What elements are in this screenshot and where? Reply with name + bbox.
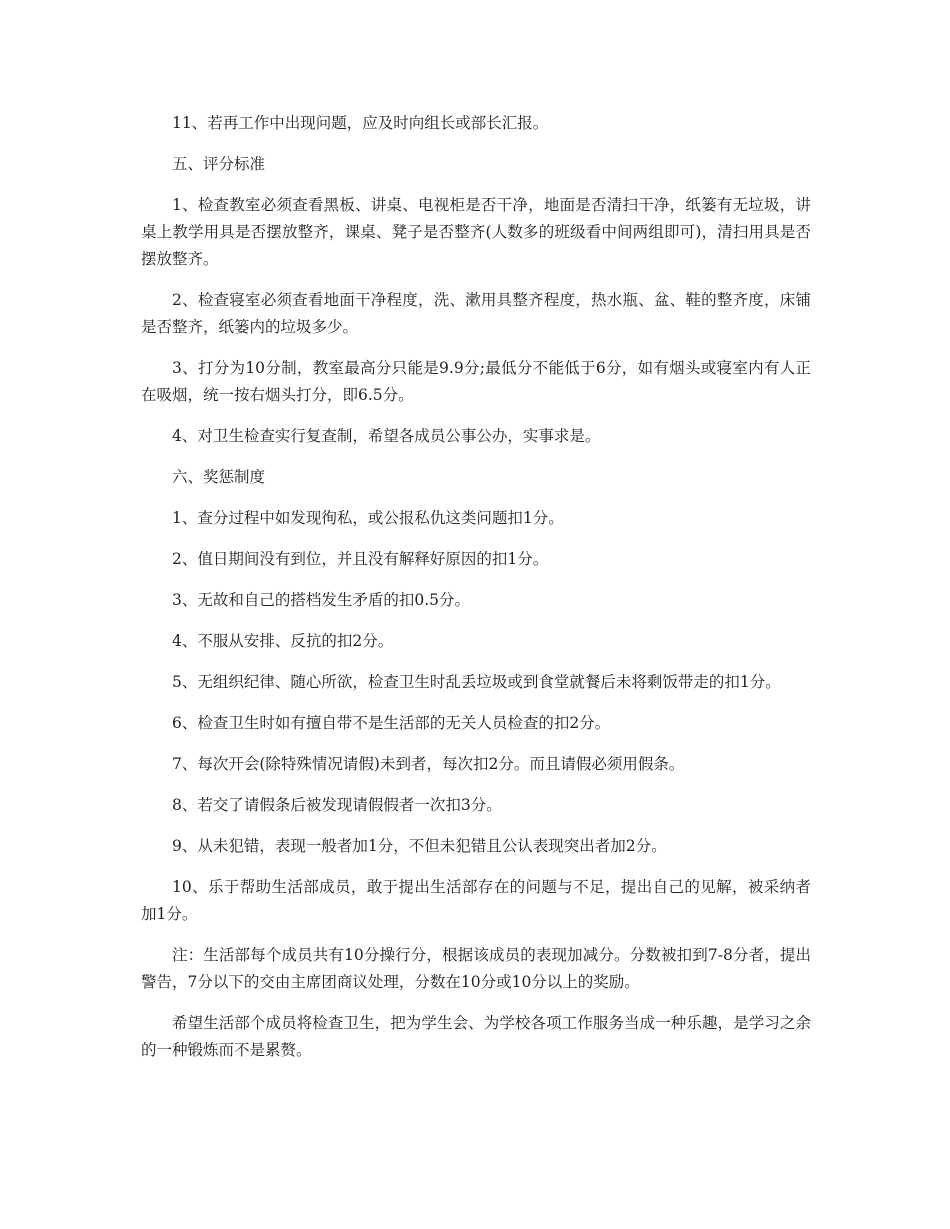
paragraph-rewards-1: 1、查分过程中如发现徇私，或公报私仇这类问题扣1分。 bbox=[172, 509, 564, 527]
paragraph-rewards-4: 4、不服从安排、反抗的扣2分。 bbox=[172, 632, 394, 650]
paragraph-rewards-2: 2、值日期间没有到位，并且没有解释好原因的扣1分。 bbox=[172, 550, 549, 568]
paragraph-rewards-7: 7、每次开会(除特殊情况请假)未到者，每次扣2分。而且请假必须用假条。 bbox=[172, 755, 685, 773]
paragraph-rewards-5: 5、无组织纪律、随心所欲，检查卫生时乱丢垃圾或到食堂就餐后未将剩饭带走的扣1分。 bbox=[172, 673, 781, 691]
paragraph-scoring-3: 3、打分为10分制，教室最高分只能是9.9分;最低分不能低于6分，如有烟头或寝室内有人正在吸烟，统一按右烟头打分，即6.5分。 bbox=[141, 359, 811, 404]
paragraph-scoring-4: 4、对卫生检查实行复查制，希望各成员公事公办，实事求是。 bbox=[172, 427, 601, 445]
paragraph-rewards-8: 8、若交了请假条后被发现请假假者一次扣3分。 bbox=[172, 796, 502, 814]
paragraph-closing: 希望生活部个成员将检查卫生，把为学生会、为学校各项工作服务当成一种乐趣，是学习之余的一种锻炼而不是累赘。 bbox=[141, 1014, 811, 1059]
section-heading-scoring: 五、评分标准 bbox=[172, 155, 266, 173]
paragraph-scoring-1: 1、检查教室必须查看黑板、讲桌、电视柜是否干净，地面是否清扫干净，纸篓有无垃圾，讲桌上教学用具是否摆放整齐，课桌、凳子是否整齐(人数多的班级看中间两组即可)，清扫用具是否摆放整齐。 bbox=[141, 196, 811, 268]
paragraph-rewards-6: 6、检查卫生时如有擅自带不是生活部的无关人员检查的扣2分。 bbox=[172, 714, 611, 732]
paragraph-item-11: 11、若再工作中出现问题，应及时向组长或部长汇报。 bbox=[172, 114, 549, 132]
paragraph-rewards-3: 3、无故和自己的搭档发生矛盾的扣0.5分。 bbox=[172, 591, 471, 609]
section-heading-rewards: 六、奖惩制度 bbox=[172, 468, 266, 486]
paragraph-note: 注：生活部每个成员共有10分操行分，根据该成员的表现加减分。分数被扣到7-8分者，提出警告，7分以下的交由主席团商议处理，分数在10分或10分以上的奖励。 bbox=[141, 946, 811, 991]
paragraph-scoring-2: 2、检查寝室必须查看地面干净程度，洗、漱用具整齐程度，热水瓶、盆、鞋的整齐度，床铺是否整齐，纸篓内的垃圾多少。 bbox=[141, 291, 811, 336]
document-body bbox=[141, 110, 811, 1078]
paragraph-rewards-10: 10、乐于帮助生活部成员，敢于提出生活部存在的问题与不足，提出自己的见解，被采纳者加1分。 bbox=[141, 878, 811, 923]
paragraph-rewards-9: 9、从未犯错，表现一般者加1分，不但未犯错且公认表现突出者加2分。 bbox=[172, 837, 667, 855]
